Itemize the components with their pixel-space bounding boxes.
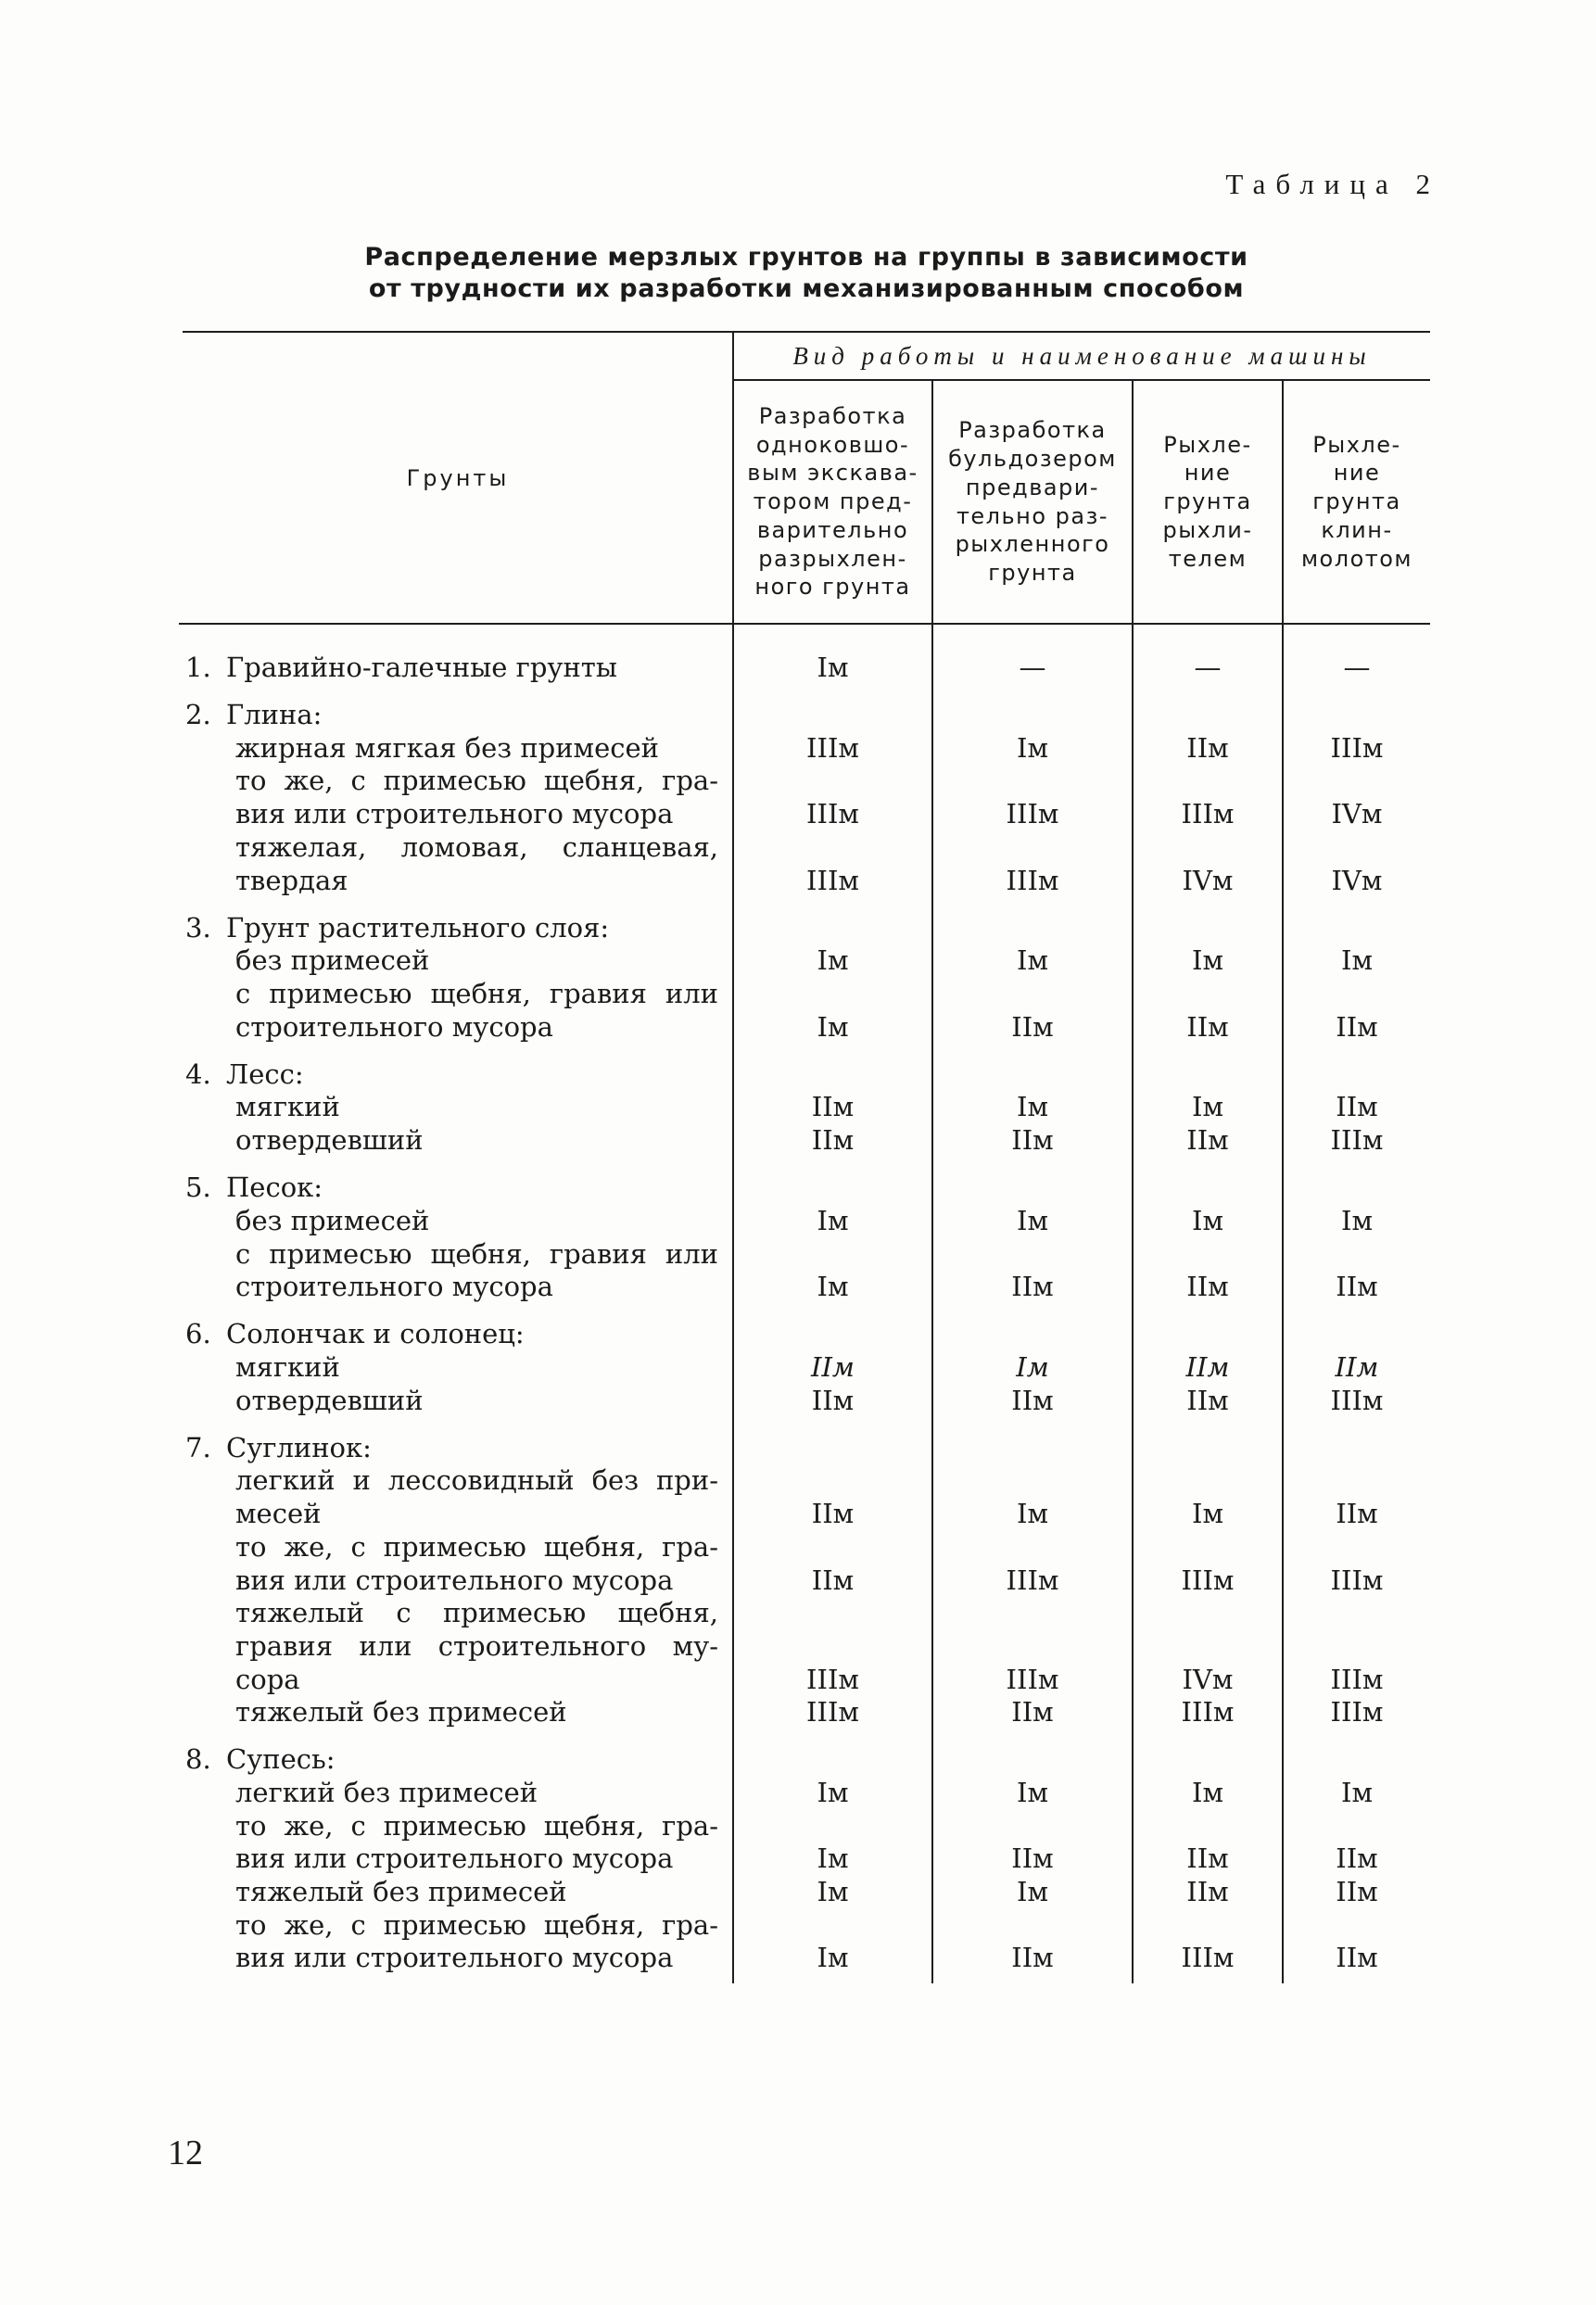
grade-cell: IIIм [806, 731, 859, 764]
grade-cell: IIIм [1330, 1696, 1384, 1729]
group-title: Лесс: [226, 1058, 304, 1090]
grade-cell: Iм [1016, 1498, 1048, 1530]
work-type-header: Вид работы и наименование машины [792, 341, 1372, 370]
grade-cell: IVм [1182, 864, 1234, 896]
group-number: 8. [185, 1743, 211, 1776]
soil-row [0, 1876, 1596, 1909]
grade-cell: IIм [1011, 1843, 1054, 1875]
grade-values [0, 1664, 1596, 1697]
soil-row [0, 1124, 1596, 1158]
grade-cell: Iм [1016, 944, 1048, 977]
grade-cell: Iм [1016, 731, 1048, 764]
table-label: Таблица 2 [1225, 168, 1440, 200]
column-header-text [1163, 431, 1253, 574]
grade-cell: IIIм [1181, 1696, 1235, 1729]
column-header-line: тельно раз- [956, 502, 1109, 529]
soil-row-label: месей [235, 1498, 322, 1530]
table-title [183, 242, 1430, 305]
grade-cell: Iм [1016, 1876, 1048, 1908]
soil-row-label: строительного мусора [235, 1010, 553, 1043]
grade-cell: IIм [1186, 1010, 1229, 1043]
grade-cell: Iм [1016, 1777, 1048, 1809]
grade-cell: Iм [817, 1876, 849, 1908]
soil-row-label: легкий без примесей [235, 1777, 538, 1809]
group-title: Глина: [226, 699, 323, 731]
grade-cell: IVм [1331, 864, 1383, 896]
group-title: Гравийно-галечные грунты [226, 652, 617, 683]
grade-values [0, 1498, 1596, 1531]
grade-cell: IVм [1182, 1663, 1234, 1695]
grade-values [0, 1843, 1596, 1876]
grade-cell: IIм [1186, 1876, 1229, 1908]
grade-cell: Iм [1340, 1777, 1373, 1809]
grade-cell: IIIм [1181, 798, 1235, 830]
soil-row [0, 1351, 1596, 1385]
column-header-line: предвари- [965, 474, 1100, 500]
soil-row-label: мягкий [235, 1351, 340, 1384]
grade-cell: IIIм [1330, 1564, 1384, 1596]
grade-cell: IIм [1186, 731, 1229, 764]
soil-row [0, 732, 1596, 766]
soil-row-label: твердая [235, 864, 348, 896]
soil-row-label: с примесью щебня, гравия или [235, 977, 718, 1009]
grade-values [0, 732, 1596, 766]
header-bottom-rule [179, 623, 1430, 625]
soil-row [0, 1696, 1596, 1729]
grade-cell: IIм [1011, 1942, 1054, 1974]
column-header-line: ние [1333, 460, 1381, 487]
soil-row-label: отвердевший [235, 1384, 424, 1416]
group-title-line [0, 1432, 1596, 1465]
column-header-line: разрыхлен- [758, 545, 907, 572]
grade-cell: IIм [1185, 1351, 1230, 1384]
grade-cell: — [1019, 652, 1046, 683]
soil-row [0, 978, 1596, 1044]
group-title-line [0, 1171, 1596, 1205]
grade-values [0, 1011, 1596, 1045]
soil-row-label: тяжелый без примесей [235, 1696, 567, 1729]
soil-row-label: вия или строительного мусора [235, 1942, 674, 1974]
column-header-ripper [1134, 381, 1282, 623]
grade-values [0, 1205, 1596, 1238]
grade-cell: — [1194, 652, 1222, 683]
group-number: 7. [185, 1431, 211, 1463]
soil-row-label: то же, с примесью щебня, гра- [235, 1530, 718, 1563]
soil-row-label: строительного мусора [235, 1271, 553, 1303]
group-number: 5. [185, 1171, 211, 1204]
grade-cell: Iм [1191, 1091, 1223, 1123]
soil-group [0, 1058, 1596, 1158]
soil-row-label: то же, с примесью щебня, гра- [235, 1908, 718, 1941]
grade-cell: IIIм [1181, 1942, 1235, 1974]
grade-values [0, 1385, 1596, 1418]
page-number: 12 [168, 2134, 203, 2172]
group-title-line [0, 1058, 1596, 1092]
soil-row [0, 1909, 1596, 1975]
grade-values [0, 1124, 1596, 1158]
soil-row-label: вия или строительного мусора [235, 1564, 674, 1596]
soil-row-label: легкий и лессовидный без при- [235, 1464, 718, 1497]
soil-row-label: вия или строительного мусора [235, 798, 674, 830]
grade-cell: Iм [817, 1271, 849, 1303]
column-header-line: рыхли- [1162, 516, 1253, 543]
group-title-line [0, 1743, 1596, 1777]
grade-cell: IIм [1336, 1876, 1378, 1908]
soil-group [0, 1432, 1596, 1729]
grade-values [0, 865, 1596, 898]
grade-values [0, 1564, 1596, 1598]
grade-cell: IIм [1336, 1271, 1378, 1303]
grade-cell: IIIм [1330, 731, 1384, 764]
grade-cell: IIм [1336, 1091, 1378, 1123]
group-number: 2. [185, 699, 211, 731]
column-header-line: тором пред- [753, 488, 913, 515]
grade-cell: IIIм [1330, 1663, 1384, 1695]
column-header-line: молотом [1300, 545, 1413, 572]
grade-cell: Iм [817, 944, 849, 977]
grade-cell: IIм [1186, 1384, 1229, 1416]
soil-group [0, 1171, 1596, 1304]
group-number: 3. [185, 911, 211, 944]
column-header-line: грунта [1163, 488, 1252, 515]
grade-cell: IIм [811, 1091, 855, 1123]
soil-row [0, 944, 1596, 978]
grade-values [0, 1876, 1596, 1909]
grade-cell: IIм [1336, 1843, 1378, 1875]
column-header-text [948, 416, 1117, 587]
soil-group [0, 652, 1596, 685]
grade-values [0, 1351, 1596, 1385]
grade-cell: IIм [811, 1351, 855, 1384]
column-header-line: клин- [1321, 516, 1393, 543]
column-header-line: ного грунта [754, 574, 911, 601]
grade-cell: IIм [811, 1124, 855, 1157]
grade-cell: IIIм [1006, 1564, 1059, 1596]
grade-cell: Iм [817, 1942, 849, 1974]
soil-row-label: мягкий [235, 1091, 340, 1123]
soil-row-label: то же, с примесью щебня, гра- [235, 765, 718, 797]
column-header-line: вым экскава- [747, 460, 918, 487]
grade-cell: Iм [1340, 1204, 1373, 1236]
soil-row [0, 1531, 1596, 1597]
grade-cell: IIм [1011, 1124, 1054, 1157]
grade-values [0, 1942, 1596, 1975]
grade-values [0, 1696, 1596, 1729]
soil-row [0, 831, 1596, 897]
soil-row [0, 1238, 1596, 1304]
soil-row-label: сора [235, 1663, 300, 1695]
soil-row [0, 1777, 1596, 1810]
grade-cell: IIIм [1330, 1384, 1384, 1416]
grade-cell: IIIм [1006, 864, 1059, 896]
column-header-excavator [734, 381, 931, 623]
soil-row-label: вия или строительного мусора [235, 1843, 674, 1875]
grade-cell: IIм [1186, 1271, 1229, 1303]
column-header-line: рыхленного [955, 531, 1110, 558]
column-header-text [1301, 431, 1412, 574]
soil-row-label: гравия или строительного му- [235, 1629, 718, 1662]
group-title-line [0, 699, 1596, 732]
group-number: 6. [185, 1318, 211, 1350]
grade-cell: Iм [817, 1777, 849, 1809]
group-title-line [0, 1318, 1596, 1351]
grade-values [0, 798, 1596, 831]
grade-cell: IIIм [1006, 1663, 1059, 1695]
grade-cell: Iм [1016, 1204, 1048, 1236]
soil-groups-table-body [0, 652, 1596, 1975]
table-title-line-1: Распределение мерзлых грунтов на группы в зависимости [364, 243, 1248, 272]
grade-cell: IVм [1331, 798, 1383, 830]
group-title: Грунт растительного слоя: [226, 911, 610, 944]
grade-cell: IIм [811, 1564, 855, 1596]
group-title: Песок: [226, 1171, 323, 1204]
grade-values [0, 1091, 1596, 1124]
grade-cell: — [1343, 652, 1371, 683]
column-header-bulldozer [933, 381, 1132, 623]
grade-values [0, 1777, 1596, 1810]
grade-cell: IIм [1186, 1843, 1229, 1875]
grade-cell: Iм [1191, 944, 1223, 977]
grade-cell: IIм [1336, 1010, 1378, 1043]
table-title-line-2: от трудности их разработки механизированным способом [368, 274, 1245, 303]
soil-row [0, 1810, 1596, 1876]
column-header-line: ние [1184, 460, 1232, 487]
grade-values [0, 1271, 1596, 1304]
soil-row [0, 1464, 1596, 1530]
grade-cell: IIIм [1181, 1564, 1235, 1596]
column-header-line: Разработка [958, 417, 1107, 444]
grade-cell: IIIм [806, 864, 859, 896]
soil-row [0, 1385, 1596, 1418]
column-header-line: Рыхле- [1312, 431, 1401, 458]
grade-cell: IIIм [806, 1663, 859, 1695]
group-title: Солончак и солонец: [226, 1318, 525, 1350]
grade-cell: Iм [817, 1010, 849, 1043]
grade-cell: IIм [1011, 1271, 1054, 1303]
soil-row-label: тяжелая, ломовая, сланцевая, [235, 830, 718, 863]
grade-cell: IIм [811, 1498, 855, 1530]
grade-cell: Iм [1016, 1351, 1049, 1384]
column-header-line: одноковшо- [755, 431, 910, 458]
grade-cell: Iм [1191, 1777, 1223, 1809]
soil-row-label: тяжелый с примесью щебня, [235, 1597, 718, 1629]
group-title: Супесь: [226, 1743, 336, 1776]
column-header-line: грунта [988, 559, 1077, 586]
group-title: Суглинок: [226, 1431, 372, 1463]
group-title-line [0, 912, 1596, 945]
soil-row-label: то же, с примесью щебня, гра- [235, 1809, 718, 1842]
column-header-wedge-hammer [1284, 381, 1430, 623]
grade-cell: IIм [811, 1384, 855, 1416]
column-header-line: Рыхле- [1163, 431, 1252, 458]
grade-values [0, 944, 1596, 978]
soil-row-label: отвердевший [235, 1124, 424, 1157]
column-header-line: варительно [756, 516, 909, 543]
grade-cell: IIм [1011, 1010, 1054, 1043]
soil-row-label: без примесей [235, 944, 430, 977]
grade-cell: IIм [1335, 1351, 1379, 1384]
grade-cell: IIм [1011, 1696, 1054, 1729]
column-header-line: грунта [1312, 488, 1401, 515]
soil-row [0, 1205, 1596, 1238]
soil-group [0, 1743, 1596, 1975]
grade-cell: Iм [1191, 1498, 1223, 1530]
soil-row [0, 765, 1596, 830]
grade-cell: IIм [1011, 1384, 1054, 1416]
soil-group [0, 699, 1596, 897]
grade-cell: IIм [1186, 1124, 1229, 1157]
grade-cell: IIIм [1006, 798, 1059, 830]
column-header-text [747, 402, 918, 602]
column-header-line: Разработка [758, 403, 907, 430]
soil-row-label: тяжелый без примесей [235, 1876, 567, 1908]
soil-group [0, 1318, 1596, 1417]
grade-cell: IIм [1336, 1498, 1378, 1530]
group-number: 1. [185, 652, 211, 683]
grade-cell: Iм [817, 1843, 849, 1875]
soils-column-header: Грунты [406, 464, 510, 491]
soil-row-label: без примесей [235, 1204, 430, 1236]
soil-row [0, 1091, 1596, 1124]
column-header-line: бульдозером [948, 446, 1117, 473]
grade-cell: Iм [817, 652, 849, 683]
grade-cell: Iм [1016, 1091, 1048, 1123]
grade-cell: IIм [1336, 1942, 1378, 1974]
soil-row [0, 1597, 1596, 1696]
grade-cell: Iм [1191, 1204, 1223, 1236]
group-title-line [0, 652, 1596, 685]
grade-cell: IIIм [1330, 1124, 1384, 1157]
column-header-line: телем [1168, 545, 1248, 572]
grade-cell: Iм [817, 1204, 849, 1236]
grade-cell: IIIм [806, 798, 859, 830]
soil-row-label: с примесью щебня, гравия или [235, 1237, 718, 1270]
group-number: 4. [185, 1058, 211, 1090]
soil-group [0, 912, 1596, 1045]
grade-values [0, 652, 1596, 685]
soil-row-label: жирная мягкая без примесей [235, 731, 660, 764]
grade-cell: IIIм [806, 1696, 859, 1729]
grade-cell: Iм [1340, 944, 1373, 977]
